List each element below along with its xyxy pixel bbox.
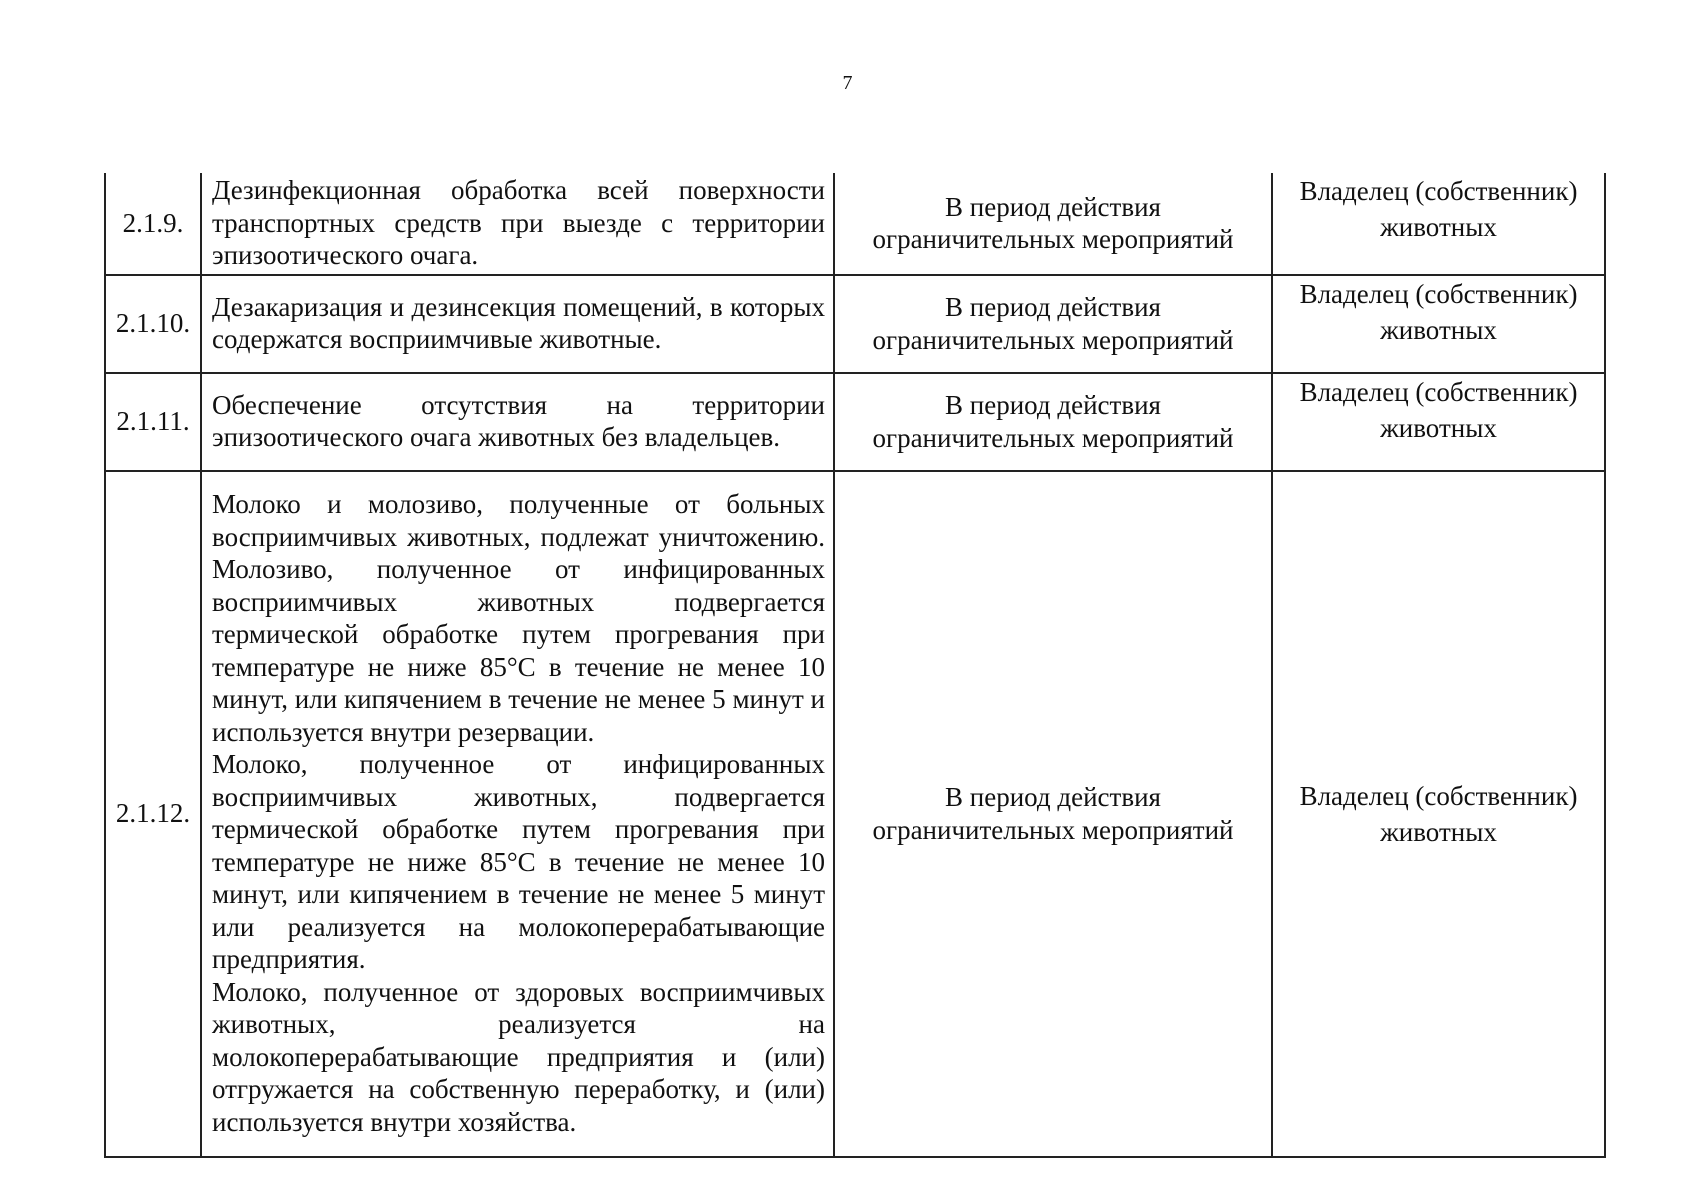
description-paragraph: Молоко, полученное от инфицированных восприимчивых животных, подвергается термической обработке путем прогревания при температуре не ниже 85°С в течение не менее 10 минут, или кипячением в течение не менее 5 минут или реализуется на молокоперерабатывающие предприятия. xyxy=(212,749,825,974)
responsible-cell xyxy=(1272,373,1605,471)
measure-description xyxy=(201,471,834,1157)
description-paragraph: Молоко и молозиво, полученные от больных восприимчивых животных, подлежат уничтожению. Молозиво, полученное от инфицированных восприимчивых животных подвергается термической обработке путем прогревания при температуре не ниже 85°С в течение не менее 10 минут, или кипячением в течение не менее 5 минут и используется внутри резервации. xyxy=(212,489,825,747)
description-paragraph: Молоко, полученное от здоровых восприимчивых животных, реализуется на молокоперерабатывающие предприятия и (или) отгружается на собственную переработку, и (или) используется внутри хозяйства. xyxy=(212,976,825,1137)
page-number: 7 xyxy=(842,72,853,94)
responsible-line: животных xyxy=(1380,816,1497,847)
table-row xyxy=(105,275,1605,373)
item-number: 2.1.11. xyxy=(105,373,201,471)
responsible-line: животных xyxy=(1380,212,1497,242)
item-number: 2.1.12. xyxy=(105,471,201,1157)
responsible-cell xyxy=(1272,275,1605,373)
measures-table xyxy=(104,173,1606,1158)
responsible-cell xyxy=(1272,471,1605,1157)
responsible-line: Владелец (собственник) xyxy=(1299,176,1578,206)
table-row xyxy=(105,471,1605,1157)
period-cell: В период действия ограничительных мероприятий xyxy=(834,471,1272,1157)
item-number: 2.1.10. xyxy=(105,275,201,373)
responsible-line: животных xyxy=(1380,314,1497,345)
period-cell: В период действия ограничительных мероприятий xyxy=(834,275,1272,373)
table-row xyxy=(105,173,1605,275)
responsible-line: Владелец (собственник) xyxy=(1299,278,1578,309)
table-row xyxy=(105,373,1605,471)
item-number: 2.1.9. xyxy=(105,173,201,275)
measure-description: Дезакаризация и дезинсекция помещений, в которых содержатся восприимчивые животные. xyxy=(201,275,834,373)
measure-description: Дезинфекционная обработка всей поверхности транспортных средств при выезде с территории эпизоотического очага. xyxy=(201,173,834,275)
period-cell: В период действия ограничительных мероприятий xyxy=(834,173,1272,275)
responsible-line: Владелец (собственник) xyxy=(1299,780,1578,811)
responsible-cell xyxy=(1272,173,1605,275)
responsible-line: Владелец (собственник) xyxy=(1299,376,1578,407)
period-cell: В период действия ограничительных мероприятий xyxy=(834,373,1272,471)
measure-description: Обеспечение отсутствия на территории эпизоотического очага животных без владельцев. xyxy=(201,373,834,471)
responsible-line: животных xyxy=(1380,412,1497,443)
